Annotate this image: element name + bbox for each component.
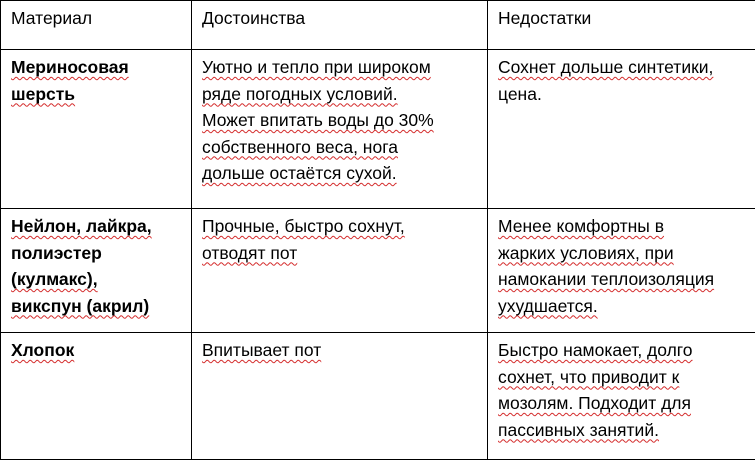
material-line: Нейлон, лайкра, [11, 213, 184, 240]
cons-line: жарких условиях, при [498, 240, 755, 267]
pros-line: Прочные, быстро сохнут, [202, 213, 480, 240]
material-line: полиэстер [11, 240, 184, 267]
pros-line: Может впитать воды до 30% [202, 107, 480, 134]
pros-line: Уютно и тепло при широком [202, 54, 480, 81]
header-pros: Достоинства [192, 1, 488, 50]
header-cons: Недостатки [488, 1, 755, 50]
cons-line: Быстро намокает, долго [498, 337, 755, 364]
table-row [1, 50, 755, 209]
cons-line: Менее комфортны в [498, 213, 755, 240]
material-cell [1, 333, 192, 460]
cons-cell [488, 333, 755, 460]
header-material: Материал [1, 1, 192, 50]
pros-cell [192, 50, 488, 209]
pros-line: собственного веса, нога [202, 134, 480, 161]
cons-line: мозолям. Подходит для [498, 390, 755, 417]
pros-line: отводят пот [202, 240, 480, 267]
cons-line: цена. [498, 81, 755, 108]
pros-line: дольше остаётся сухой. [202, 160, 480, 187]
material-line: Хлопок [11, 337, 184, 364]
cons-line: пассивных занятий. [498, 417, 755, 444]
cons-line: намокании теплоизоляция [498, 266, 755, 293]
pros-line: ряде погодных условий. [202, 81, 480, 108]
material-line: шерсть [11, 81, 184, 108]
cons-line: ухудшается. [498, 293, 755, 320]
cons-cell [488, 209, 755, 333]
pros-line: Впитывает пот [202, 337, 480, 364]
table-header-row [1, 1, 755, 50]
pros-cell [192, 209, 488, 333]
material-line: Мериносовая [11, 54, 184, 81]
cons-line: Сохнет дольше синтетики, [498, 54, 755, 81]
table-row [1, 209, 755, 333]
material-line: (кулмакс), [11, 266, 184, 293]
material-cell [1, 209, 192, 333]
table-row [1, 333, 755, 460]
cons-line: сохнет, что приводит к [498, 364, 755, 391]
material-cell [1, 50, 192, 209]
cons-cell [488, 50, 755, 209]
material-line: викспун (акрил) [11, 293, 184, 320]
pros-cell [192, 333, 488, 460]
